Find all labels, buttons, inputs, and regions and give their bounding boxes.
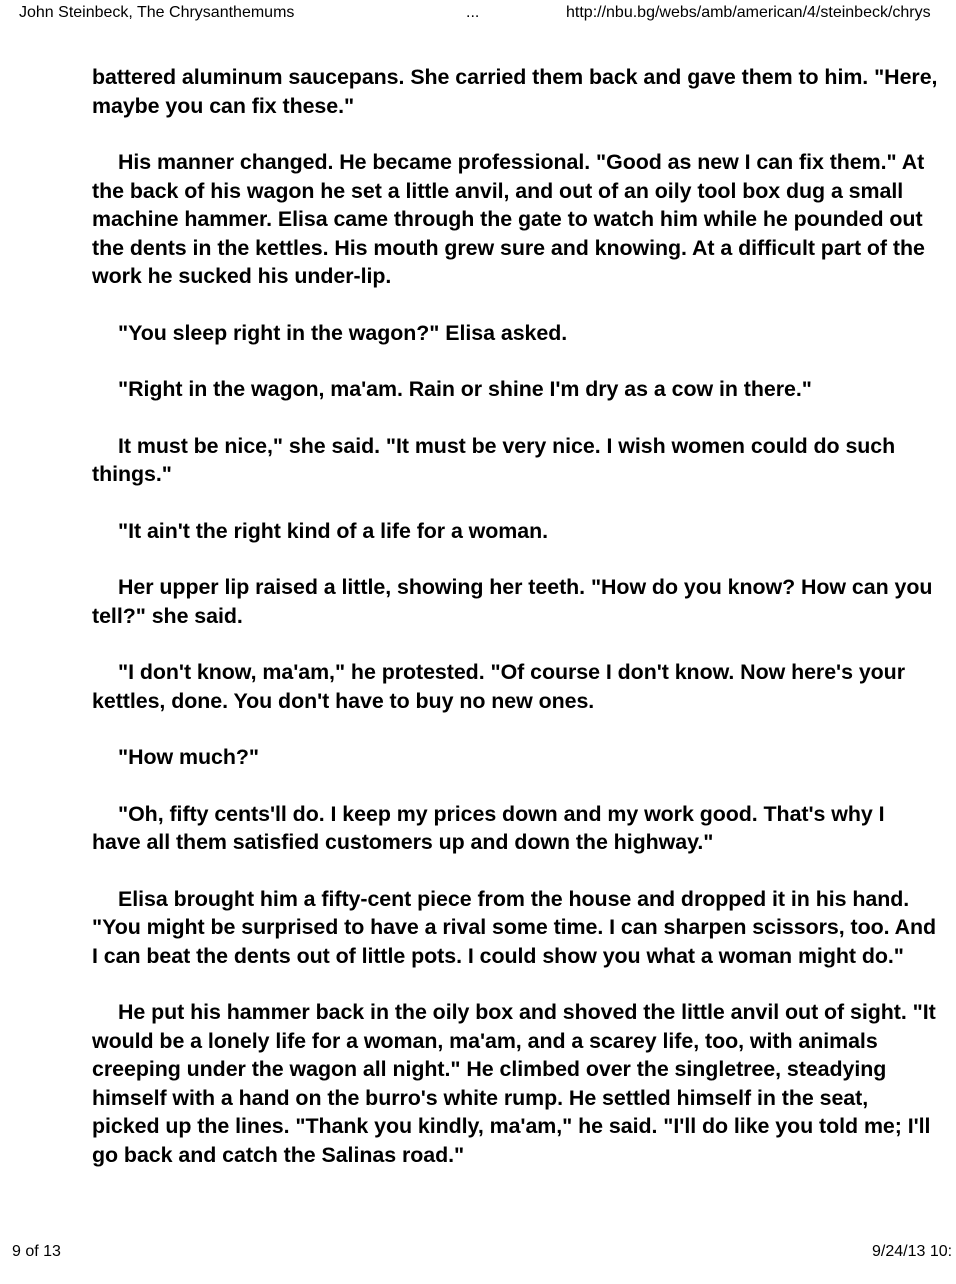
paragraph: His manner changed. He became professional. "Good as new I can fix them." At the back of his wagon he set a little anvil, and out of an oily tool box dug a small machine hammer. Elisa came through the gate to watch him while he pounded out the dents in the kettles. His mouth grew sure and knowing. At a difficult part of the work he sucked his under-lip. [92,150,925,288]
paragraph: "Oh, fifty cents'll do. I keep my prices down and my work good. That's why I have all them satisfied customers up and down the highway." [92,801,885,854]
page-url: http://nbu.bg/webs/amb/american/4/steinbeck/chrys [566,4,931,21]
paragraph: "It ain't the right kind of a life for a woman. [118,518,549,543]
header-ellipsis: ... [466,4,480,21]
paragraph: "Right in the wagon, ma'am. Rain or shine I'm dry as a cow in there." [118,377,812,401]
paragraph: Elisa brought him a fifty-cent piece from the house and dropped it in his hand. "You might be surprised to have a rival some time. I can sharpen scissors, too. And I can beat the dents out of little pots. I could show you what a woman might do." [92,886,937,968]
paragraph: Her upper lip raised a little, showing her teeth. "How do you know? How can you tell?" she said. [92,575,933,628]
paragraph: battered aluminum saucepans. She carried them back and gave them to him. "Here, maybe you can fix these." [92,65,938,118]
print-footer [0,1243,956,1263]
paragraph: He put his hammer back in the oily box and shoved the little anvil out of sight. "It would be a lonely life for a woman, ma'am, and a scarey life, too, with animals creeping under the wagon all night." He climbed over the singletree, steadying himself with a hand on the burro's white rump. He settled himself in the seat, picked up the lines. "Thank you kindly, ma'am," he said. "I'll do like you told me; I'll go back and catch the Salinas road." [92,1000,936,1167]
paragraph: "I don't know, ma'am," he protested. "Of course I don't know. Now here's your kettles, done. You don't have to buy no new ones. [92,660,905,713]
document-title: John Steinbeck, The Chrysanthemums [19,4,295,21]
paragraph: It must be nice," she said. "It must be very nice. I wish women could do such things." [92,433,896,486]
print-date: 9/24/13 10: [872,1243,953,1260]
print-header [0,4,956,22]
story-text [92,63,938,1197]
paragraph: "You sleep right in the wagon?" Elisa asked. [118,320,568,345]
page-number: 9 of 13 [12,1243,61,1260]
paragraph: "How much?" [118,745,259,769]
